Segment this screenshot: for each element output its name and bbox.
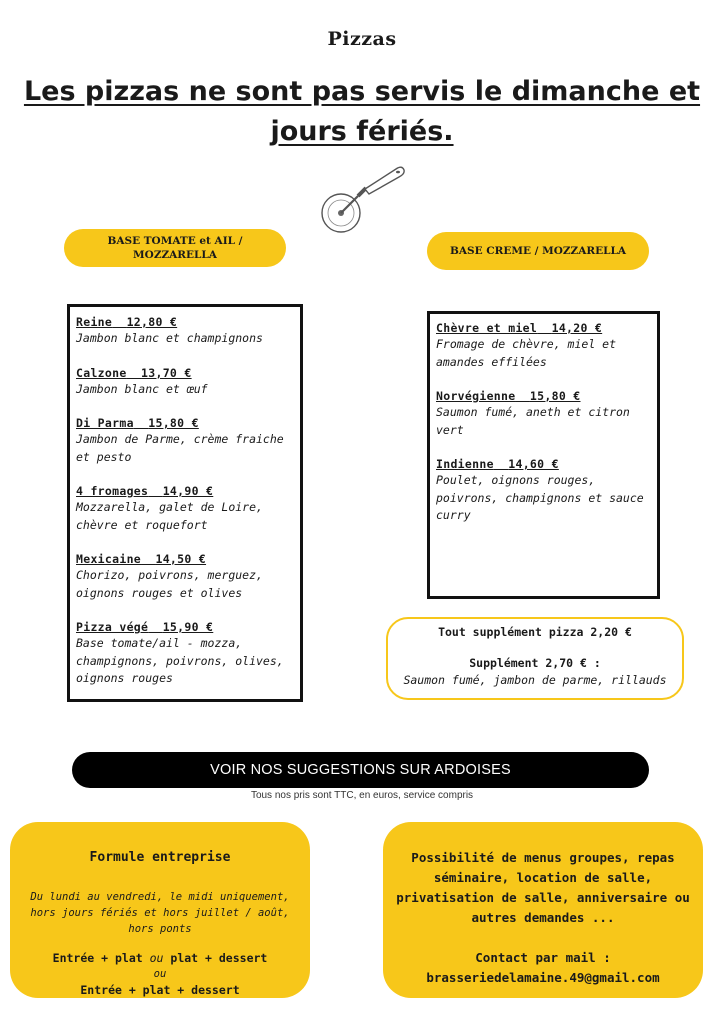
item-description: Chorizo, poivrons, merguez, oignons rouges et olives xyxy=(76,568,263,600)
formule-option-b: plat + dessert xyxy=(170,951,268,965)
item-description: Saumon fumé, aneth et citron vert xyxy=(436,405,630,437)
supplement-line: Tout supplément pizza 2,20 € xyxy=(438,625,632,639)
menu-item xyxy=(76,619,294,688)
item-description: Jambon blanc et œuf xyxy=(76,381,208,396)
item-description: Base tomate/ail - mozza, champignons, poivrons, olives, oignons rouges xyxy=(76,636,284,685)
item-description: Jambon blanc et champignons xyxy=(76,331,263,345)
menu-item xyxy=(76,415,294,466)
item-name: Indienne xyxy=(436,457,494,471)
contact-label: Contact par mail : xyxy=(475,950,611,965)
price-note: Tous nos pris sont TTC, en euros, service compris xyxy=(250,790,474,801)
supplement-line: Saumon fumé, jambon de parme, rillauds xyxy=(403,673,667,687)
item-name: Di Parma xyxy=(76,416,134,430)
supplement-line: Supplément 2,70 € : xyxy=(469,656,601,670)
menu-item xyxy=(436,320,651,371)
formule-conditions: Du lundi au vendredi, le midi uniquement, hors jours fériés et hors juillet / août, hors ponts xyxy=(30,891,290,935)
menu-item xyxy=(76,314,294,348)
item-price: 15,90 € xyxy=(162,620,214,634)
group-options-text: Possibilité de menus groupes, repas séminaire, location de salle, privatisation de salle, anniversaire ou autres demandes ... xyxy=(396,850,690,925)
formule-option-a: Entrée + plat xyxy=(52,951,143,965)
item-name: Chèvre et miel xyxy=(436,321,538,335)
tomato-base-label: BASE TOMATE et AIL / MOZZARELLA xyxy=(64,229,286,267)
formule-option: Entrée + plat + dessert xyxy=(80,983,240,997)
item-price: 15,80 € xyxy=(529,389,581,403)
closure-notice: Les pizzas ne sont pas servis le dimanche et jours fériés. xyxy=(23,76,701,147)
item-name: Calzone xyxy=(76,365,127,380)
menu-item xyxy=(76,551,294,602)
item-description: Jambon de Parme, crème fraiche et pesto xyxy=(76,432,284,464)
menu-item xyxy=(436,456,651,525)
cream-pizza-menu xyxy=(427,311,660,599)
item-description: Poulet, oignons rouges, poivrons, champignons et sauce curry xyxy=(436,473,644,522)
item-price: 14,60 € xyxy=(508,457,559,471)
suggestions-banner: VOIR NOS SUGGESTIONS SUR ARDOISES xyxy=(72,752,649,788)
contact-email[interactable]: brasseriedelamaine.49@gmail.com xyxy=(426,970,660,985)
formule-option xyxy=(10,951,310,965)
item-price: 14,90 € xyxy=(162,484,214,498)
menu-item xyxy=(76,483,294,534)
formule-title: Formule entreprise xyxy=(89,850,231,865)
menu-item xyxy=(76,365,294,399)
item-price: 15,80 € xyxy=(148,416,199,430)
item-price: 14,20 € xyxy=(551,321,603,335)
item-name: Pizza végé xyxy=(76,620,149,634)
item-name: Mexicaine xyxy=(76,552,142,566)
formule-or: ou xyxy=(153,968,167,980)
tomato-pizza-menu xyxy=(67,304,303,702)
item-name: 4 fromages xyxy=(76,484,149,498)
item-price: 13,70 € xyxy=(141,365,192,380)
page-title: Pizzas xyxy=(327,28,397,50)
supplements-box xyxy=(386,617,684,700)
item-price: 14,50 € xyxy=(155,552,207,566)
item-price: 12,80 € xyxy=(126,315,178,329)
item-name: Reine xyxy=(76,315,113,329)
item-name: Norvégienne xyxy=(436,389,516,403)
item-description: Mozzarella, galet de Loire, chèvre et roquefort xyxy=(76,500,263,532)
cream-base-label: BASE CREME / MOZZARELLA xyxy=(427,232,649,270)
formule-entreprise-box xyxy=(10,822,310,998)
menu-item xyxy=(436,388,651,439)
contact-box xyxy=(383,822,703,998)
item-description: Fromage de chèvre, miel et amandes effilées xyxy=(436,337,617,369)
pizza-cutter-icon xyxy=(318,163,408,238)
formule-or: ou xyxy=(149,951,164,965)
